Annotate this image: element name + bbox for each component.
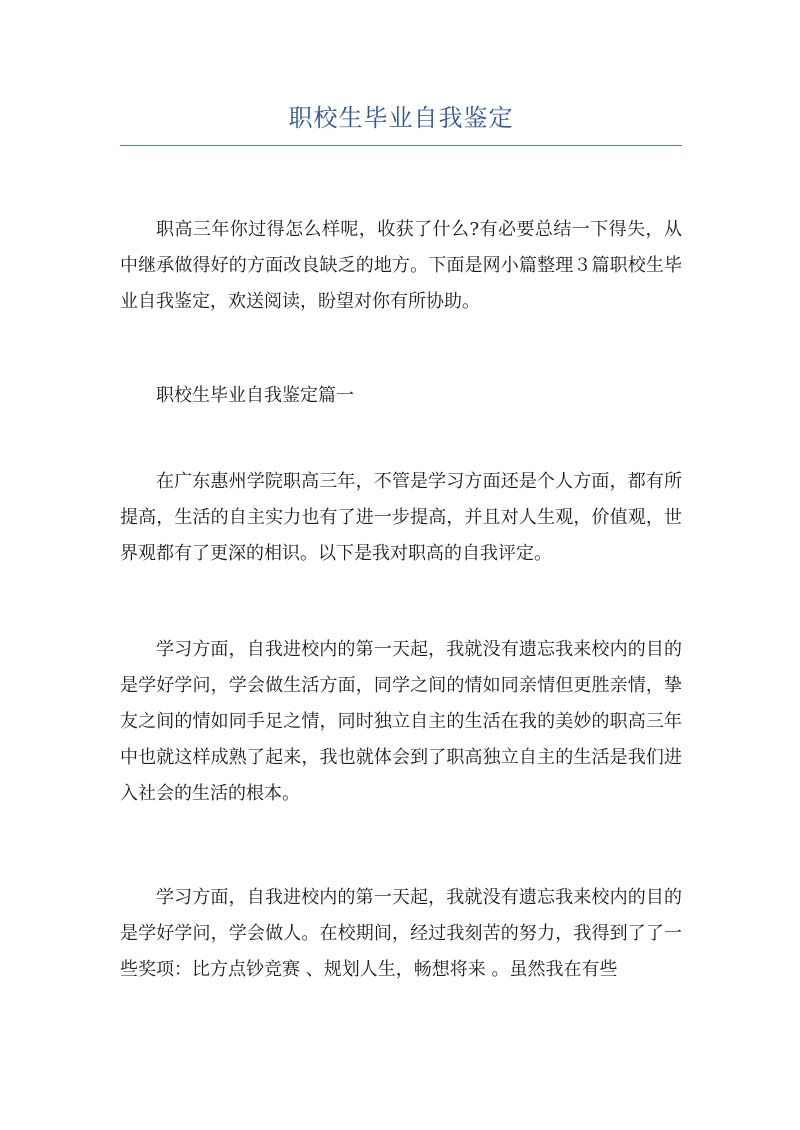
body-paragraph: 学习方面，自我进校内的第一天起，我就没有遗忘我来校内的目的是学好学问，学会做人。在校期间，经过我刻苦的努力，我得到了了一些奖项：比方点钞竞赛 、规划人生，畅想将来 。虽然我在有些: [120, 887, 682, 980]
title-underline: [120, 145, 682, 146]
document-title: 职校生毕业自我鉴定: [288, 104, 514, 132]
document-page: [120, 0, 682, 1130]
intro-paragraph: 职高三年你过得怎么样呢，收获了什么?有必要总结一下得失，从中继承做得好的方面改良缺乏的地方。下面是网小篇整理３篇职校生毕业自我鉴定，欢送阅读，盼望对你有所协助。: [120, 219, 682, 312]
body-paragraph: 在广东惠州学院职高三年，不管是学习方面还是个人方面，都有所提高，生活的自主实力也有了进一步提高，并且对人生观，价值观，世界观都有了更深的相识。以下是我对职高的自我评定。: [120, 471, 682, 564]
body-paragraph: 学习方面，自我进校内的第一天起，我就没有遗忘我来校内的目的是学好学问，学会做生活方面，同学之间的情如同亲情但更胜亲情，挚友之间的情如同手足之情，同时独立自主的生活在我的美妙的职高三年中也就这样成熟了起来，我也就体会到了职高独立自主的生活是我们进入社会的生活的根本。: [120, 639, 682, 804]
section-heading: 职校生毕业自我鉴定篇一: [156, 385, 354, 406]
